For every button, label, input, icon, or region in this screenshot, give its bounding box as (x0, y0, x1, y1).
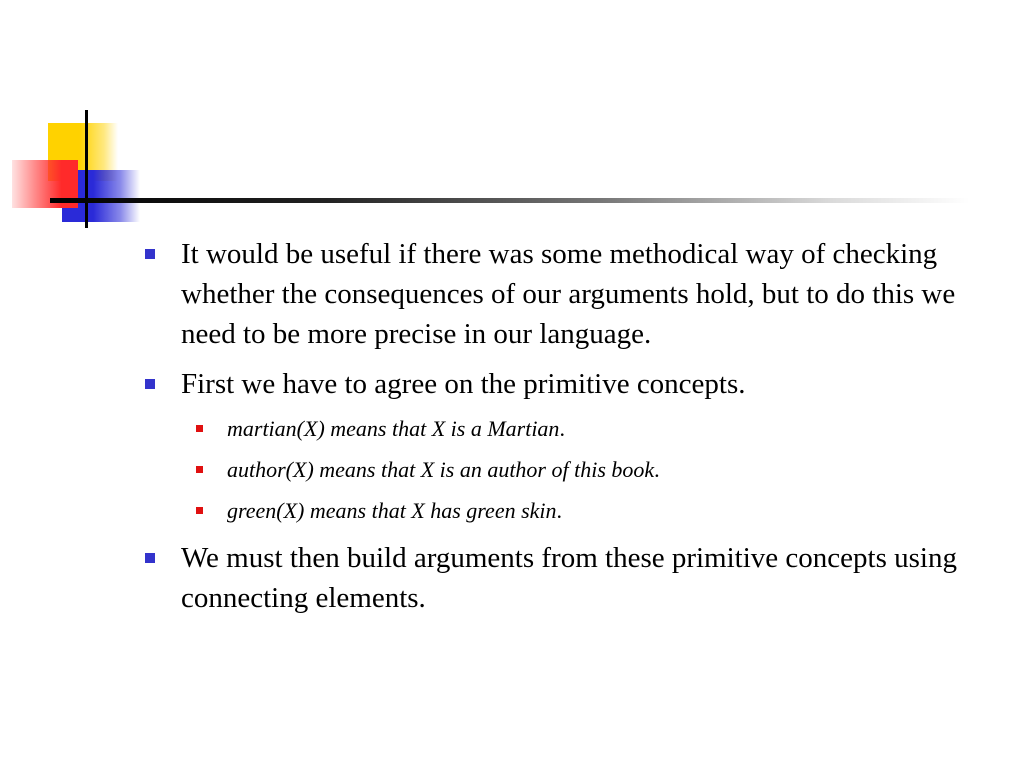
bullet-item (181, 364, 1001, 404)
sub-bullet-item (227, 414, 987, 444)
sub-bullet-item (227, 496, 987, 526)
sub-bullet-item (227, 455, 987, 485)
sub-bullet-square-icon (196, 466, 203, 473)
title-divider-line (50, 198, 970, 203)
logo-vertical-line (85, 110, 88, 228)
bullet-item (181, 234, 1001, 354)
sub-bullet-square-icon (196, 425, 203, 432)
bullet-square-icon (145, 379, 155, 389)
sub-bullet-text: martian(X) means that X is a Martian (227, 416, 560, 441)
sub-bullet-text: author(X) means that X is an author of this book (227, 457, 655, 482)
bullet-item (181, 538, 1001, 618)
sub-bullet-square-icon (196, 507, 203, 514)
sub-bullet-period: . (654, 457, 660, 482)
slide-logo-decoration (0, 0, 160, 240)
sub-bullet-period: . (556, 498, 563, 523)
sub-bullet-text: green(X) means that X has green skin (227, 498, 557, 523)
bullet-square-icon (145, 249, 155, 259)
bullet-text: It would be useful if there was some methodical way of checking whether the consequences of our arguments hold, but to do this we need to be more precise in our language. (181, 238, 956, 350)
bullet-square-icon (145, 553, 155, 563)
sub-bullet-period: . (559, 416, 565, 441)
bullet-text: We must then build arguments from these primitive concepts using connecting elements. (181, 542, 957, 614)
bullet-text: First we have to agree on the primitive concepts. (181, 368, 746, 400)
